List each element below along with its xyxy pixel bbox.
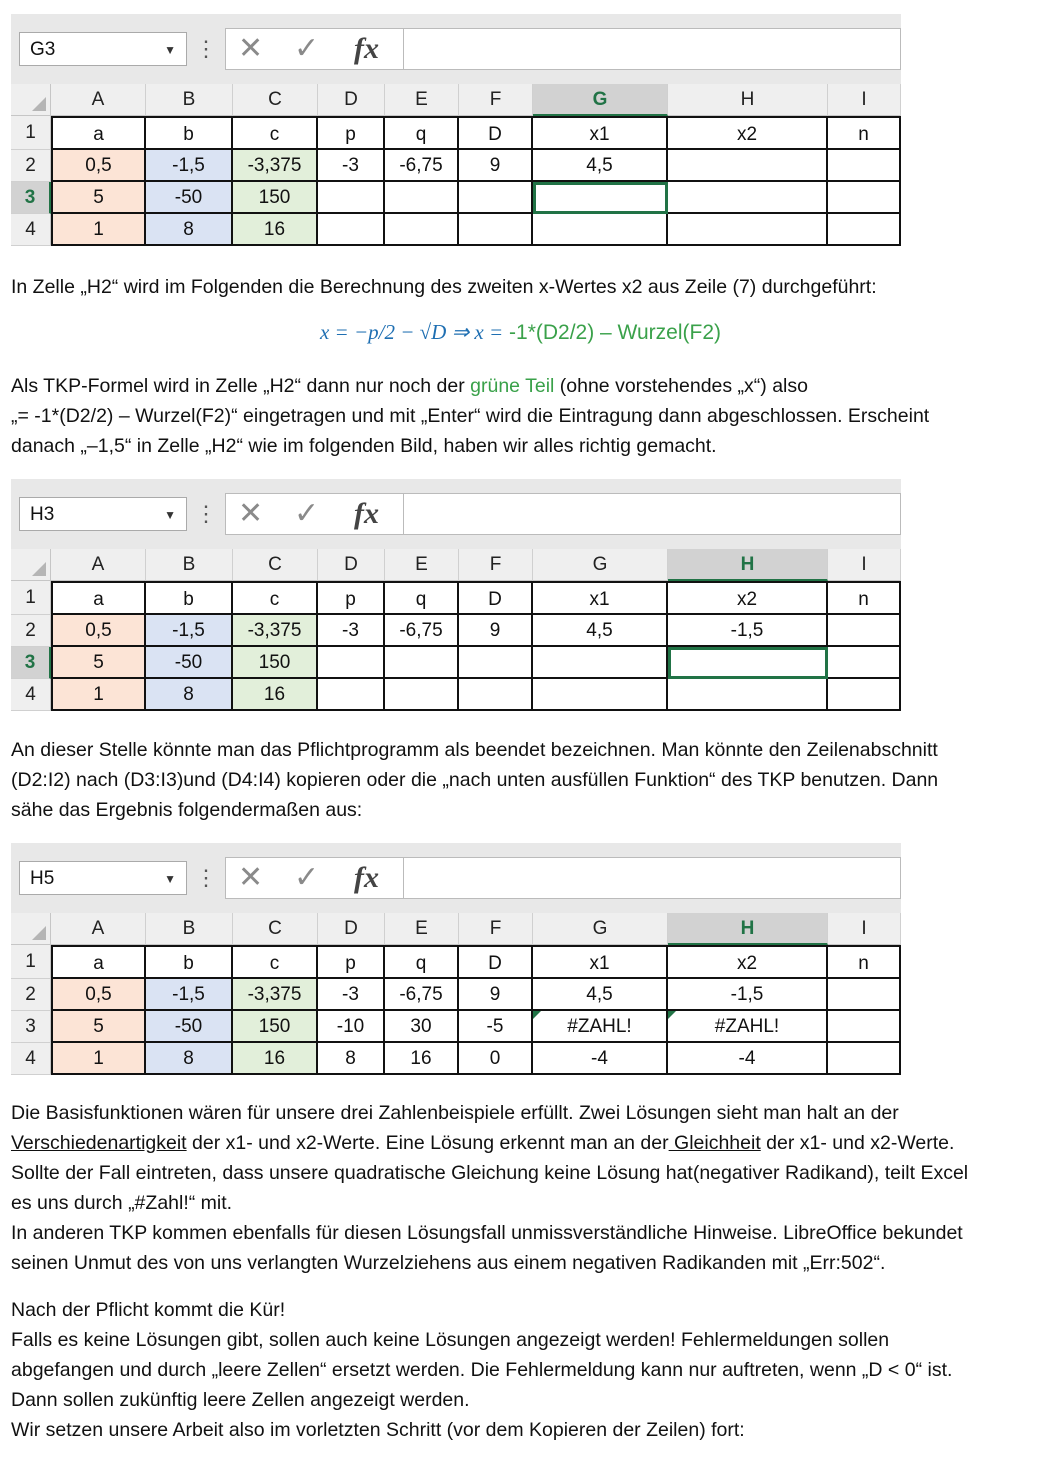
spreadsheet-2 bbox=[11, 479, 901, 715]
cell-g4[interactable] bbox=[533, 679, 668, 711]
cell-d2[interactable]: -3 bbox=[318, 150, 385, 182]
cell-h2[interactable] bbox=[668, 150, 828, 182]
row-header-2[interactable]: 2 bbox=[11, 979, 51, 1011]
spreadsheet-3 bbox=[11, 843, 901, 1079]
column-header-e[interactable]: E bbox=[385, 549, 459, 581]
paragraph-5-line-2: Falls es keine Lösungen gibt, sollen auch keine Lösungen angezeigt werden! Fehlermeldungen sollen bbox=[11, 1329, 890, 1351]
cell-h3[interactable] bbox=[668, 647, 828, 679]
cell-d2[interactable]: -3 bbox=[318, 615, 385, 647]
column-header-b[interactable]: B bbox=[146, 913, 233, 945]
cell-g3[interactable]: #ZAHL! bbox=[533, 1011, 668, 1043]
row-header-2[interactable]: 2 bbox=[11, 615, 51, 647]
row-header-4[interactable]: 4 bbox=[11, 1043, 51, 1075]
chevron-down-icon[interactable]: ▼ bbox=[164, 43, 176, 57]
name-box-value: H3 bbox=[30, 504, 55, 525]
column-header-f[interactable]: F bbox=[459, 549, 533, 581]
cell-e1[interactable]: q bbox=[385, 581, 459, 615]
cell-a3[interactable]: 5 bbox=[51, 182, 146, 214]
cell-e1[interactable]: q bbox=[385, 945, 459, 979]
cell-f1[interactable]: D bbox=[459, 581, 533, 615]
formula-buttons bbox=[225, 857, 405, 899]
cell-d3[interactable] bbox=[318, 182, 385, 214]
paragraph-4-line-3: Sollte der Fall eintreten, dass unsere quadratische Gleichung keine Lösung hat(negativer Radikand), teilt Excel bbox=[11, 1162, 969, 1184]
cell-d4[interactable] bbox=[318, 679, 385, 711]
cell-f1[interactable]: D bbox=[459, 945, 533, 979]
cell-f2[interactable]: 9 bbox=[459, 979, 533, 1011]
column-header-d[interactable]: D bbox=[318, 84, 385, 116]
cell-c3[interactable]: 150 bbox=[233, 1011, 318, 1043]
cell-c1[interactable]: c bbox=[233, 581, 318, 615]
cell-h4[interactable]: -4 bbox=[668, 1043, 828, 1075]
cell-d4[interactable] bbox=[318, 214, 385, 246]
cell-d1[interactable]: p bbox=[318, 116, 385, 150]
cell-f3[interactable]: -5 bbox=[459, 1011, 533, 1043]
column-header-a[interactable]: A bbox=[51, 549, 146, 581]
cell-c3[interactable]: 150 bbox=[233, 182, 318, 214]
cell-i4[interactable] bbox=[828, 214, 901, 246]
cell-a2[interactable]: 0,5 bbox=[51, 979, 146, 1011]
cell-f4[interactable] bbox=[459, 679, 533, 711]
paragraph-4 bbox=[11, 1098, 1036, 1278]
cell-i4[interactable] bbox=[828, 679, 901, 711]
cell-f4[interactable] bbox=[459, 214, 533, 246]
paragraph-5 bbox=[11, 1295, 1036, 1445]
cell-a4[interactable]: 1 bbox=[51, 214, 146, 246]
cell-f4[interactable]: 0 bbox=[459, 1043, 533, 1075]
column-header-e[interactable]: E bbox=[385, 84, 459, 116]
formula-input[interactable] bbox=[403, 857, 901, 899]
fx-icon[interactable]: fx bbox=[354, 497, 379, 530]
cell-h4[interactable] bbox=[668, 679, 828, 711]
column-header-h[interactable]: H bbox=[668, 913, 828, 945]
cell-a1[interactable]: a bbox=[51, 945, 146, 979]
cross-icon[interactable]: ✕ bbox=[238, 861, 264, 894]
cell-e3[interactable]: 30 bbox=[385, 1011, 459, 1043]
cell-b4[interactable]: 8 bbox=[146, 214, 233, 246]
more-dots-icon[interactable]: ⋮ bbox=[195, 36, 217, 61]
cell-f2[interactable]: 9 bbox=[459, 615, 533, 647]
paragraph-5-line-3: abgefangen und durch „leere Zellen“ ersetzt werden. Die Fehlermeldung kann nur auftreten, wenn „D < 0“ ist. bbox=[11, 1359, 953, 1381]
paragraph-4-line-1: Die Basisfunktionen wären für unsere drei Zahlenbeispiele erfüllt. Zwei Lösungen sieht man halt an der bbox=[11, 1102, 899, 1124]
cell-c2[interactable]: -3,375 bbox=[233, 979, 318, 1011]
column-header-g[interactable]: G bbox=[533, 913, 668, 945]
cell-h2[interactable]: -1,5 bbox=[668, 615, 828, 647]
paragraph-3-line-1: An dieser Stelle könnte man das Pflichtprogramm als beendet bezeichnen. Man könnte den Zeilenabschnitt bbox=[11, 739, 938, 761]
column-header-i[interactable]: I bbox=[828, 549, 901, 581]
cell-c3[interactable]: 150 bbox=[233, 647, 318, 679]
cell-e3[interactable] bbox=[385, 647, 459, 679]
fx-icon[interactable]: fx bbox=[354, 32, 379, 65]
cell-a3[interactable]: 5 bbox=[51, 1011, 146, 1043]
row-header-3[interactable]: 3 bbox=[11, 647, 51, 679]
cell-f3[interactable] bbox=[459, 182, 533, 214]
paragraph-2 bbox=[11, 371, 1036, 461]
cell-h1[interactable]: x2 bbox=[668, 581, 828, 615]
check-icon[interactable]: ✓ bbox=[294, 861, 320, 894]
paragraph-3 bbox=[11, 735, 1036, 825]
cell-c4[interactable]: 16 bbox=[233, 1043, 318, 1075]
cell-g3[interactable] bbox=[533, 182, 668, 214]
cell-d1[interactable]: p bbox=[318, 581, 385, 615]
cell-g4[interactable] bbox=[533, 214, 668, 246]
cell-g3[interactable] bbox=[533, 647, 668, 679]
column-header-a[interactable]: A bbox=[51, 913, 146, 945]
paragraph-1: In Zelle „H2“ wird im Folgenden die Berechnung des zweiten x-Wertes x2 aus Zeile (7) durchgeführt: bbox=[11, 276, 877, 298]
cell-i3[interactable] bbox=[828, 1011, 901, 1043]
formula-buttons bbox=[225, 28, 405, 70]
row-header-4[interactable]: 4 bbox=[11, 679, 51, 711]
cell-g2[interactable]: 4,5 bbox=[533, 150, 668, 182]
cell-h3[interactable] bbox=[668, 182, 828, 214]
cell-g1[interactable]: x1 bbox=[533, 116, 668, 150]
cell-e4[interactable] bbox=[385, 214, 459, 246]
column-header-b[interactable]: B bbox=[146, 549, 233, 581]
cell-d3[interactable] bbox=[318, 647, 385, 679]
select-all-corner[interactable] bbox=[11, 913, 51, 945]
formula-line bbox=[0, 320, 1041, 345]
paragraph-2-line-1: Als TKP-Formel wird in Zelle „H2“ dann nur noch der grüne Teil (ohne vorstehendes „x“) also bbox=[11, 375, 808, 397]
formula-input[interactable] bbox=[403, 28, 901, 70]
cell-i3[interactable] bbox=[828, 647, 901, 679]
cell-b1[interactable]: b bbox=[146, 945, 233, 979]
cell-g4[interactable]: -4 bbox=[533, 1043, 668, 1075]
column-header-e[interactable]: E bbox=[385, 913, 459, 945]
cell-e3[interactable] bbox=[385, 182, 459, 214]
cell-c4[interactable]: 16 bbox=[233, 679, 318, 711]
cell-i3[interactable] bbox=[828, 182, 901, 214]
cell-g2[interactable]: 4,5 bbox=[533, 615, 668, 647]
cell-a1[interactable]: a bbox=[51, 581, 146, 615]
paragraph-3-line-3: sähe das Ergebnis folgendermaßen aus: bbox=[11, 799, 363, 821]
cell-i2[interactable] bbox=[828, 150, 901, 182]
cell-f3[interactable] bbox=[459, 647, 533, 679]
cell-b3[interactable]: -50 bbox=[146, 182, 233, 214]
row-header-3[interactable]: 3 bbox=[11, 182, 51, 214]
paragraph-4-line-2: Verschiedenartigkeit der x1- und x2-Werte. Eine Lösung erkennt man an der Gleichheit der x1- und x2-Werte. bbox=[11, 1132, 955, 1154]
row-header-3[interactable]: 3 bbox=[11, 1011, 51, 1043]
cell-d1[interactable]: p bbox=[318, 945, 385, 979]
cell-d3[interactable]: -10 bbox=[318, 1011, 385, 1043]
cell-c1[interactable]: c bbox=[233, 116, 318, 150]
row-header-1[interactable]: 1 bbox=[11, 945, 51, 979]
cell-i2[interactable] bbox=[828, 615, 901, 647]
cell-b4[interactable]: 8 bbox=[146, 679, 233, 711]
select-all-corner[interactable] bbox=[11, 549, 51, 581]
cell-c2[interactable]: -3,375 bbox=[233, 150, 318, 182]
column-header-i[interactable]: I bbox=[828, 84, 901, 116]
spreadsheet-1 bbox=[11, 14, 901, 252]
row-header-2[interactable]: 2 bbox=[11, 150, 51, 182]
cell-e4[interactable] bbox=[385, 679, 459, 711]
name-box-value: H5 bbox=[30, 868, 55, 889]
name-box[interactable] bbox=[19, 861, 187, 895]
formula-bar bbox=[11, 479, 901, 550]
column-header-h[interactable]: H bbox=[668, 84, 828, 116]
cell-b2[interactable]: -1,5 bbox=[146, 615, 233, 647]
cell-a4[interactable]: 1 bbox=[51, 1043, 146, 1075]
more-dots-icon[interactable]: ⋮ bbox=[195, 865, 217, 890]
row-header-1[interactable]: 1 bbox=[11, 116, 51, 150]
cell-b2[interactable]: -1,5 bbox=[146, 150, 233, 182]
row-header-4[interactable]: 4 bbox=[11, 214, 51, 246]
formula-math: x = −p/2 − √D ⇒ x = bbox=[319, 320, 504, 344]
cell-i1[interactable]: n bbox=[828, 581, 901, 615]
cell-f1[interactable]: D bbox=[459, 116, 533, 150]
cell-c1[interactable]: c bbox=[233, 945, 318, 979]
cell-i4[interactable] bbox=[828, 1043, 901, 1075]
paragraph-4-line-5: In anderen TKP kommen ebenfalls für diesen Lösungsfall unmissverständliche Hinweise. LibreOffice bekundet bbox=[11, 1222, 963, 1244]
cell-h1[interactable]: x2 bbox=[668, 945, 828, 979]
name-box-value: G3 bbox=[30, 39, 56, 60]
formula-bar bbox=[11, 843, 901, 914]
cell-e4[interactable]: 16 bbox=[385, 1043, 459, 1075]
column-header-c[interactable]: C bbox=[233, 913, 318, 945]
cell-g1[interactable]: x1 bbox=[533, 945, 668, 979]
column-header-i[interactable]: I bbox=[828, 913, 901, 945]
paragraph-3-line-2: (D2:I2) nach (D3:I3)und (D4:I4) kopieren oder die „nach unten ausfüllen Funktion“ des TKP benutzen. Dann bbox=[11, 769, 939, 791]
column-header-b[interactable]: B bbox=[146, 84, 233, 116]
cell-b4[interactable]: 8 bbox=[146, 1043, 233, 1075]
column-header-g[interactable]: G bbox=[533, 549, 668, 581]
cell-e1[interactable]: q bbox=[385, 116, 459, 150]
cell-a2[interactable]: 0,5 bbox=[51, 615, 146, 647]
cell-a3[interactable]: 5 bbox=[51, 647, 146, 679]
cell-i2[interactable] bbox=[828, 979, 901, 1011]
column-header-a[interactable]: A bbox=[51, 84, 146, 116]
column-header-f[interactable]: F bbox=[459, 84, 533, 116]
cell-b1[interactable]: b bbox=[146, 581, 233, 615]
green-part: grüne Teil bbox=[470, 375, 555, 397]
cell-h4[interactable] bbox=[668, 214, 828, 246]
cell-f2[interactable]: 9 bbox=[459, 150, 533, 182]
cell-c2[interactable]: -3,375 bbox=[233, 615, 318, 647]
column-header-g[interactable]: G bbox=[533, 84, 668, 116]
fx-icon[interactable]: fx bbox=[354, 861, 379, 894]
name-box[interactable] bbox=[19, 497, 187, 531]
cell-d4[interactable]: 8 bbox=[318, 1043, 385, 1075]
formula-tkp: -1*(D2/2) – Wurzel(F2) bbox=[509, 321, 722, 344]
cell-i1[interactable]: n bbox=[828, 945, 901, 979]
paragraph-5-line-5: Wir setzen unsere Arbeit also im vorletzten Schritt (vor dem Kopieren der Zeilen) fort: bbox=[11, 1419, 745, 1441]
cell-e2[interactable]: -6,75 bbox=[385, 150, 459, 182]
cell-h2[interactable]: -1,5 bbox=[668, 979, 828, 1011]
paragraph-4-line-4: es uns durch „#Zahl!“ mit. bbox=[11, 1192, 233, 1214]
check-icon[interactable]: ✓ bbox=[294, 32, 320, 65]
paragraph-2-line-2: „= -1*(D2/2) – Wurzel(F2)“ eingetragen und mit „Enter“ wird die Eintragung dann abgeschlossen. Erscheint bbox=[11, 405, 930, 427]
column-header-f[interactable]: F bbox=[459, 913, 533, 945]
row-header-1[interactable]: 1 bbox=[11, 581, 51, 615]
cell-b3[interactable]: -50 bbox=[146, 1011, 233, 1043]
cell-c4[interactable]: 16 bbox=[233, 214, 318, 246]
paragraph-5-line-1: Nach der Pflicht kommt die Kür! bbox=[11, 1299, 286, 1321]
cell-i1[interactable]: n bbox=[828, 116, 901, 150]
check-icon[interactable]: ✓ bbox=[294, 497, 320, 530]
cell-h3[interactable]: #ZAHL! bbox=[668, 1011, 828, 1043]
column-header-c[interactable]: C bbox=[233, 84, 318, 116]
cell-e2[interactable]: -6,75 bbox=[385, 615, 459, 647]
cross-icon[interactable]: ✕ bbox=[238, 497, 264, 530]
paragraph-5-line-4: Dann sollen zukünftig leere Zellen angezeigt werden. bbox=[11, 1389, 470, 1411]
cell-b1[interactable]: b bbox=[146, 116, 233, 150]
chevron-down-icon[interactable]: ▼ bbox=[164, 508, 176, 522]
select-all-corner[interactable] bbox=[11, 84, 51, 116]
cell-g1[interactable]: x1 bbox=[533, 581, 668, 615]
cell-a2[interactable]: 0,5 bbox=[51, 150, 146, 182]
formula-bar bbox=[11, 14, 901, 85]
cell-h1[interactable]: x2 bbox=[668, 116, 828, 150]
cell-a1[interactable]: a bbox=[51, 116, 146, 150]
cell-b2[interactable]: -1,5 bbox=[146, 979, 233, 1011]
formula-buttons bbox=[225, 493, 405, 535]
cell-d2[interactable]: -3 bbox=[318, 979, 385, 1011]
paragraph-4-line-6: seinen Unmut des von uns verlangten Wurzelziehens aus einem negativen Radikanden mit „Err:502“. bbox=[11, 1252, 886, 1274]
cell-g2[interactable]: 4,5 bbox=[533, 979, 668, 1011]
cell-a4[interactable]: 1 bbox=[51, 679, 146, 711]
cell-b3[interactable]: -50 bbox=[146, 647, 233, 679]
paragraph-2-line-3: danach „–1,5“ in Zelle „H2“ wie im folgenden Bild, haben wir alles richtig gemacht. bbox=[11, 435, 717, 457]
more-dots-icon[interactable]: ⋮ bbox=[195, 501, 217, 526]
column-header-d[interactable]: D bbox=[318, 549, 385, 581]
column-header-h[interactable]: H bbox=[668, 549, 828, 581]
cross-icon[interactable]: ✕ bbox=[238, 32, 264, 65]
column-header-d[interactable]: D bbox=[318, 913, 385, 945]
column-header-c[interactable]: C bbox=[233, 549, 318, 581]
cell-e2[interactable]: -6,75 bbox=[385, 979, 459, 1011]
chevron-down-icon[interactable]: ▼ bbox=[164, 872, 176, 886]
name-box[interactable] bbox=[19, 32, 187, 66]
formula-input[interactable] bbox=[403, 493, 901, 535]
